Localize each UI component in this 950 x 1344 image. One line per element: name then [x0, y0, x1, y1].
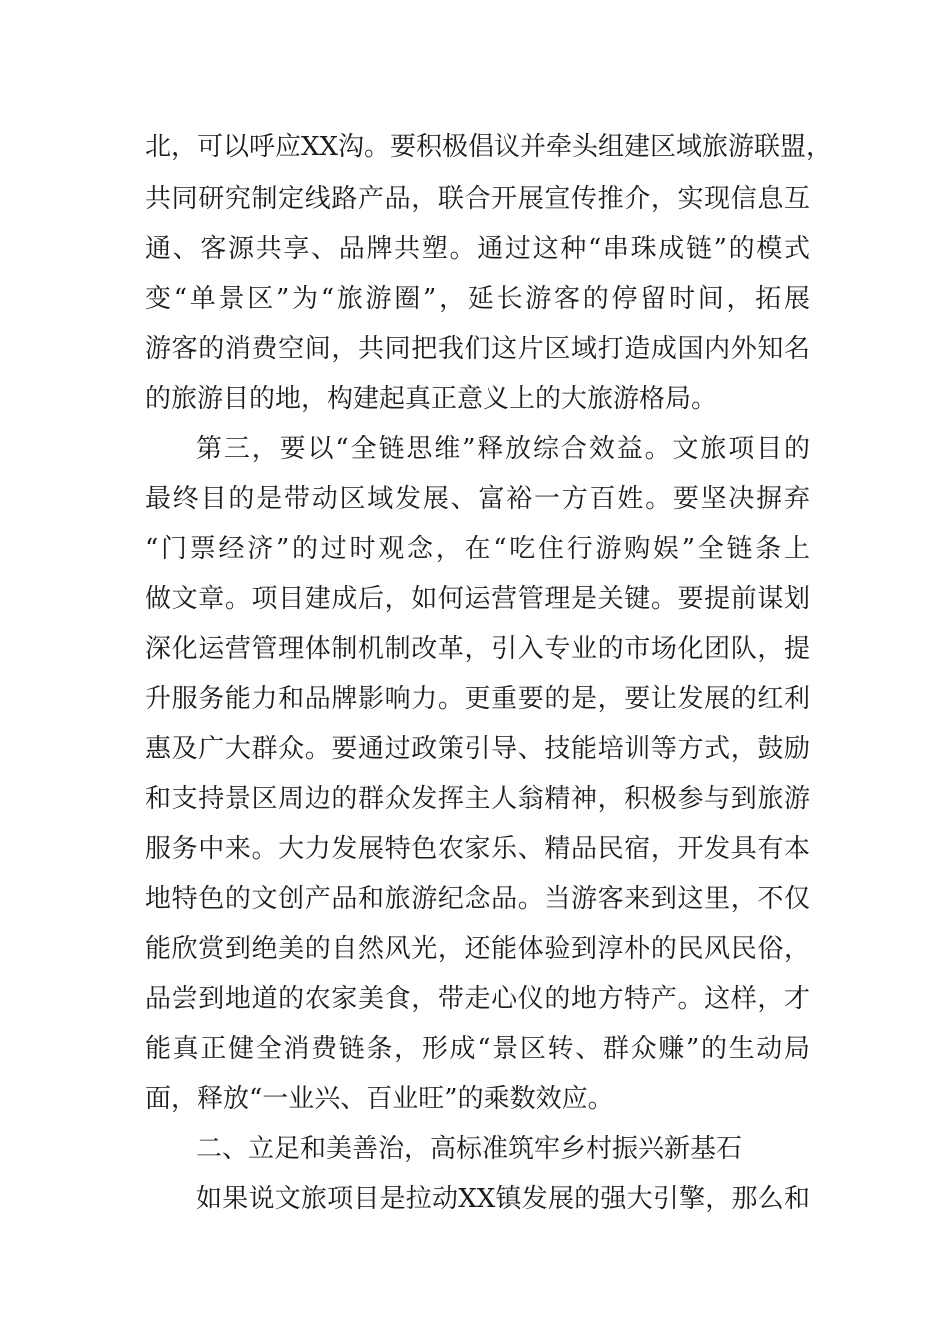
text-line: 惠及广大群众。要通过政策引导、技能培训等方式，鼓励	[145, 734, 810, 764]
text-line: 深化运营管理体制机制改革，引入专业的市场化团队，提	[145, 634, 810, 664]
text-line: 和支持景区周边的群众发挥主人翁精神，积极参与到旅游	[145, 784, 810, 814]
text-line: 共同研究制定线路产品，联合开展宣传推介，实现信息互	[145, 184, 810, 214]
text-line: 北，可以呼应XX沟。要积极倡议并牵头组建区域旅游联盟，	[145, 132, 833, 162]
text-line: 能真正健全消费链条，形成“景区转、群众赚”的生动局	[145, 1034, 810, 1064]
text-line: 最终目的是带动区域发展、富裕一方百姓。要坚决摒弃	[145, 484, 810, 514]
text-line: 能欣赏到绝美的自然风光，还能体验到淳朴的民风民俗，	[145, 934, 810, 964]
text-line: 做文章。项目建成后，如何运营管理是关键。要提前谋划	[145, 584, 810, 614]
paragraph-first-line: 如果说文旅项目是拉动XX镇发展的强大引擎，那么和	[196, 1184, 810, 1214]
text-line: 面，释放“一业兴、百业旺”的乘数效应。	[145, 1084, 614, 1114]
section-heading: 二、立足和美善治，高标准筑牢乡村振兴新基石	[196, 1134, 743, 1164]
text-line: 升服务能力和品牌影响力。更重要的是，要让发展的红利	[145, 684, 810, 714]
text-line: 变“单景区”为“旅游圈”，延长游客的停留时间，拓展	[145, 284, 810, 314]
paragraph-first-line: 第三，要以“全链思维”释放综合效益。文旅项目的	[196, 434, 810, 464]
text-line: 游客的消费空间，共同把我们这片区域打造成国内外知名	[145, 334, 810, 364]
text-line: 通、客源共享、品牌共塑。通过这种“串珠成链”的模式	[145, 234, 810, 264]
text-line: “门票经济”的过时观念，在“吃住行游购娱”全链条上	[145, 534, 810, 564]
text-line: 品尝到地道的农家美食，带走心仪的地方特产。这样，才	[145, 984, 810, 1014]
text-line: 服务中来。大力发展特色农家乐、精品民宿，开发具有本	[145, 834, 810, 864]
text-line: 地特色的文创产品和旅游纪念品。当游客来到这里，不仅	[145, 884, 810, 914]
text-line: 的旅游目的地，构建起真正意义上的大旅游格局。	[145, 384, 718, 414]
